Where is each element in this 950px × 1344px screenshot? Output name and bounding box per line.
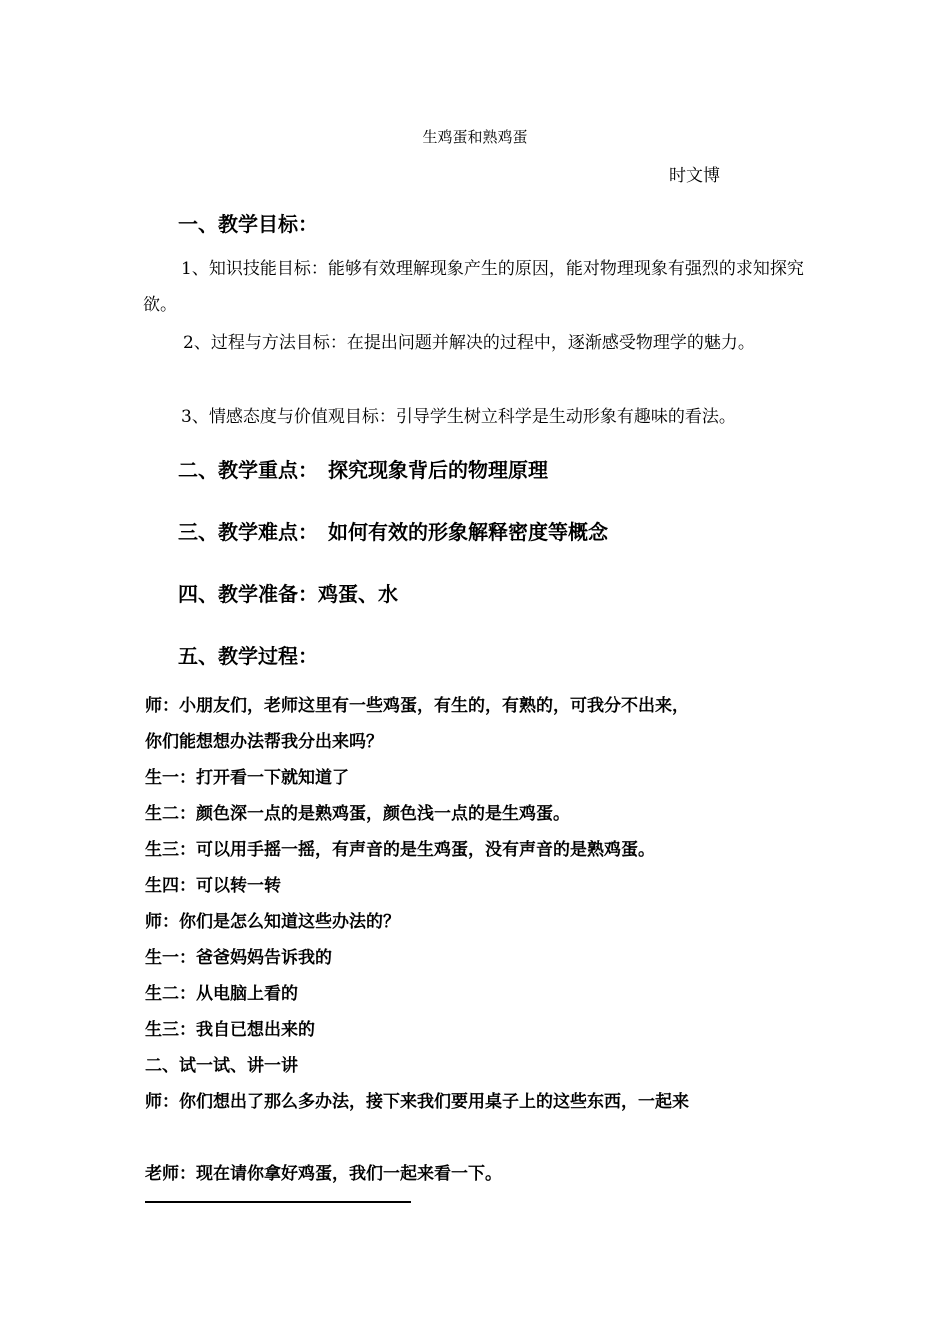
heading-key-points: 二、教学重点： 探究现象背后的物理原理 <box>178 458 548 482</box>
goal-paragraph-2 <box>143 325 811 361</box>
dialogue-line-11: 二、试一试、讲一讲 <box>145 1056 298 1076</box>
heading-difficulties: 三、教学难点： 如何有效的形象解释密度等概念 <box>178 520 608 544</box>
goal-text-2: 2、过程与方法目标：在提出问题并解决的过程中，逐渐感受物理学的魅力。 <box>183 333 755 353</box>
heading-teaching-goals: 一、教学目标： <box>178 212 318 236</box>
dialogue-line-13: 老师：现在请你拿好鸡蛋，我们一起来看一下。 <box>145 1164 502 1184</box>
dialogue-line-9: 生二：从电脑上看的 <box>145 984 298 1004</box>
heading-process: 五、教学过程： <box>178 644 318 668</box>
dialogue-line-10: 生三：我自已想出来的 <box>145 1020 315 1040</box>
dialogue-line-6: 生四：可以转一转 <box>145 876 281 896</box>
goal-text-3: 3、情感态度与价值观目标：引导学生树立科学是生动形象有趣味的看法。 <box>181 407 736 427</box>
dialogue-line-12: 师：你们想出了那么多办法，接下来我们要用桌子上的这些东西，一起来 <box>145 1092 689 1112</box>
dialogue-line-4: 生二：颜色深一点的是熟鸡蛋，颜色浅一点的是生鸡蛋。 <box>145 804 570 824</box>
dialogue-line-1: 师：小朋友们，老师这里有一些鸡蛋，有生的，有熟的，可我分不出来， <box>145 696 689 716</box>
dialogue-line-2: 你们能想想办法帮我分出来吗？ <box>145 732 383 752</box>
dialogue-line-3: 生一：打开看一下就知道了 <box>145 768 349 788</box>
goal-paragraph-3 <box>143 399 811 435</box>
heading-preparation: 四、教学准备：鸡蛋、水 <box>178 582 398 606</box>
dialogue-line-7: 师：你们是怎么知道这些办法的？ <box>145 912 400 932</box>
horizontal-rule <box>145 1201 411 1203</box>
dialogue-line-5: 生三：可以用手摇一摇，有声音的是生鸡蛋，没有声音的是熟鸡蛋。 <box>145 840 655 860</box>
dialogue-line-8: 生一：爸爸妈妈告诉我的 <box>145 948 332 968</box>
goal-text-1: 1、知识技能目标：能够有效理解现象产生的原因，能对物理现象有强烈的求知探究欲。 <box>143 259 804 315</box>
goal-paragraph-1 <box>143 251 811 323</box>
author-name: 时文博 <box>669 166 720 186</box>
document-title: 生鸡蛋和熟鸡蛋 <box>422 128 528 146</box>
